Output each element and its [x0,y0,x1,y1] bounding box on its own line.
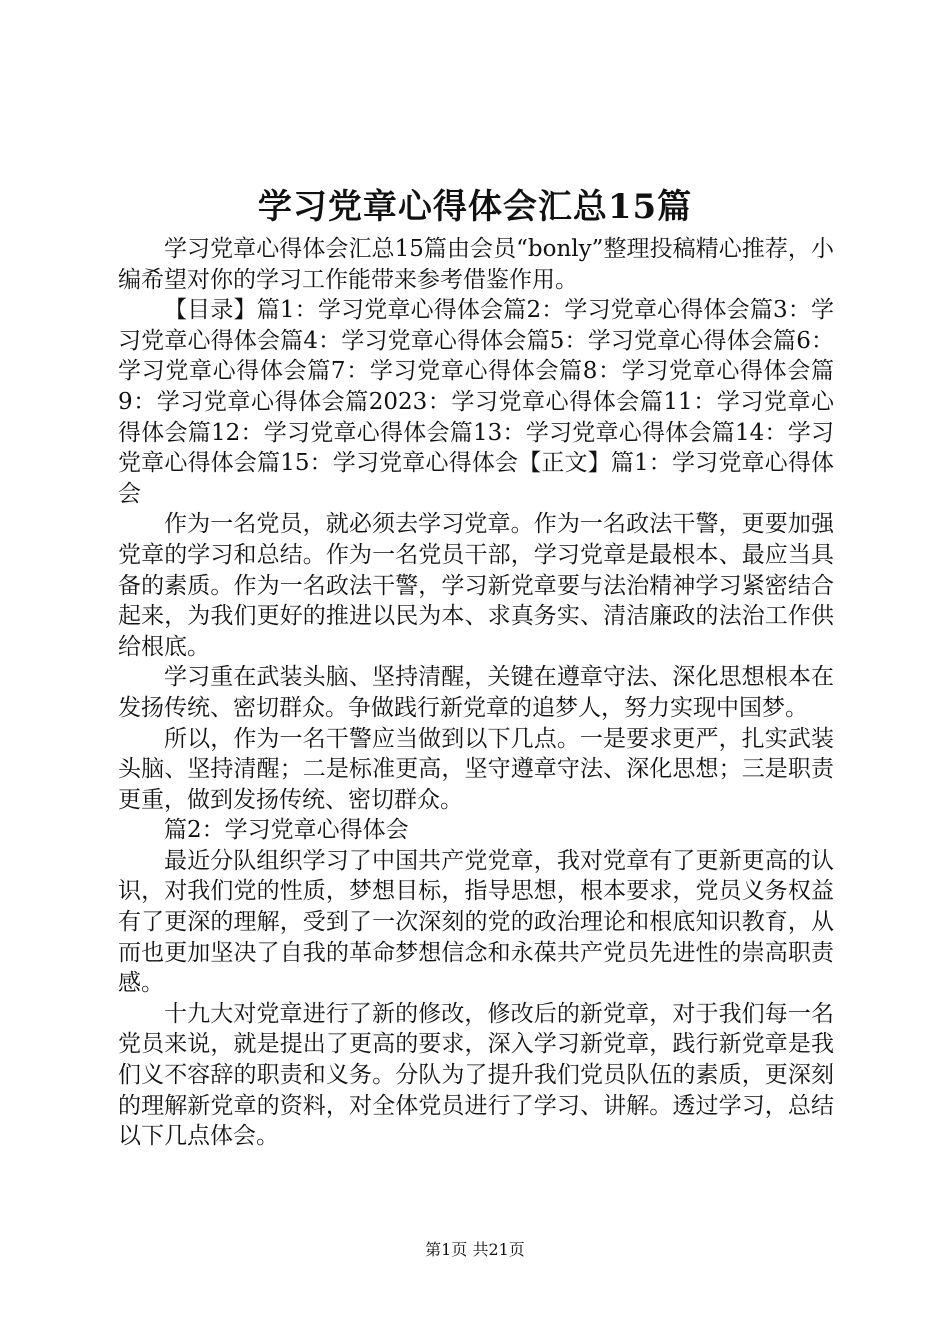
table-of-contents-paragraph: 【目录】篇1：学习党章心得体会篇2：学习党章心得体会篇3：学习党章心得体会篇4：学习党章心得体会篇5：学习党章心得体会篇6：学习党章心得体会篇7：学习党章心得体会篇8：学习党章心得体会篇9：学习党章心得体会篇2023：学习党章心得体会篇11：学习党章心得体会篇12：学习党章心得体会篇13：学习党章心得体会篇14：学习党章心得体会篇15：学习党章心得体会【正文】篇1：学习党章心得体会 [118,297,834,507]
section-heading: 篇2：学习党章心得体会 [164,817,409,844]
intro-paragraph: 学习党章心得体会汇总15篇由会员“bonly”整理投稿精心推荐，小编希望对你的学习工作能带来参考借鉴作用。 [118,236,834,293]
body-paragraph: 作为一名党员，就必须去学习党章。作为一名政法干警，更要加强党章的学习和总结。作为一名党员干部，学习党章是最根本、最应当具备的素质。作为一名政法干警，学习新党章要与法治精神学习紧密结合起来，为我们更好的推进以民为本、求真务实、清洁廉政的法治工作供给根底。 [118,511,834,660]
document-body [118,234,834,1152]
body-paragraph: 最近分队组织学习了中国共产党党章，我对党章有了更新更高的认识，对我们党的性质，梦想目标，指导思想，根本要求，党员义务权益有了更深的理解，受到了一次深刻的党的政治理论和根底知识教育，从而也更加坚决了自我的革命梦想信念和永葆共产党员先进性的崇高职责感。 [118,847,834,997]
body-paragraph: 学习重在武装头脑、坚持清醒，关键在遵章守法、深化思想根本在发扬传统、密切群众。争做践行新党章的追梦人，努力实现中国梦。 [118,664,834,721]
document-title: 学习党章心得体会汇总15篇 [257,187,693,227]
body-paragraph: 所以，作为一名干警应当做到以下几点。一是要求更严，扎实武装头脑、坚持清醒；二是标准更高，坚守遵章守法、深化思想；三是职责更重，做到发扬传统、密切群众。 [118,725,834,813]
body-paragraph: 十九大对党章进行了新的修改，修改后的新党章，对于我们每一名党员来说，就是提出了更高的要求，深入学习新党章，践行新党章是我们义不容辞的职责和义务。分队为了提升我们党员队伍的素质，更深刻的理解新党章的资料，对全体党员进行了学习、讲解。透过学习，总结以下几点体会。 [118,1000,834,1150]
page-footer: 第1页 共21页 [425,1240,525,1259]
